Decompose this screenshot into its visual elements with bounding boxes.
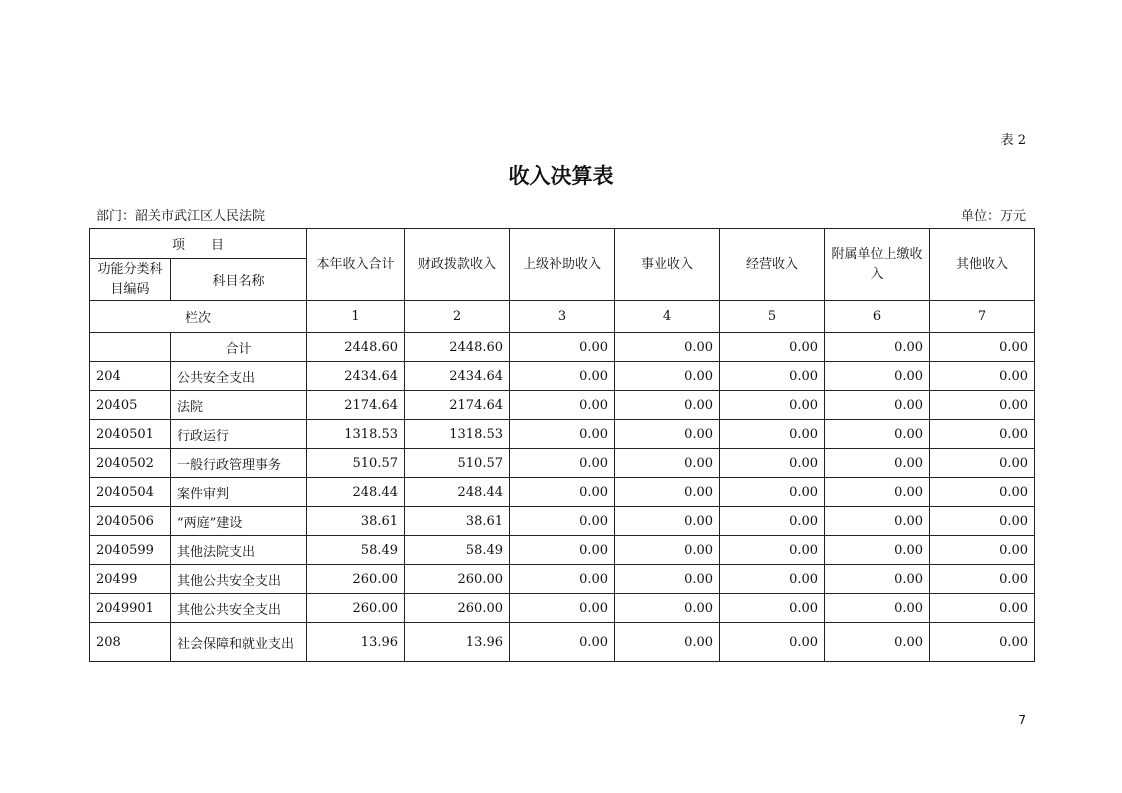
- row-value: 2448.60: [307, 333, 405, 362]
- row-value: 260.00: [307, 594, 405, 623]
- column-number: 4: [615, 301, 720, 333]
- row-label: 栏次: [90, 301, 307, 333]
- table-row: [90, 333, 1035, 362]
- header-subject-name: 科目名称: [171, 259, 307, 301]
- row-value: 2448.60: [405, 333, 510, 362]
- row-value: 0.00: [615, 362, 720, 391]
- row-value: 0.00: [615, 420, 720, 449]
- row-value: 2434.64: [307, 362, 405, 391]
- header-col-6: 附属单位上缴收入: [825, 229, 930, 301]
- unit-label: 单位：万元: [960, 209, 1026, 224]
- row-value: 0.00: [615, 565, 720, 594]
- row-value: 2174.64: [405, 391, 510, 420]
- row-value: 0.00: [615, 391, 720, 420]
- row-value: 0.00: [720, 594, 825, 623]
- table-row: [90, 507, 1035, 536]
- header-col-4: 事业收入: [615, 229, 720, 301]
- row-value: 0.00: [720, 449, 825, 478]
- row-value: 0.00: [930, 507, 1035, 536]
- column-number: 1: [307, 301, 405, 333]
- column-number: 6: [825, 301, 930, 333]
- row-value: 0.00: [720, 391, 825, 420]
- row-value: 510.57: [405, 449, 510, 478]
- row-value: 0.00: [510, 536, 615, 565]
- row-value: 13.96: [405, 623, 510, 662]
- row-value: 0.00: [930, 565, 1035, 594]
- table-row: [90, 623, 1035, 662]
- row-value: 0.00: [930, 362, 1035, 391]
- row-value: 510.57: [307, 449, 405, 478]
- row-code: 2040501: [90, 420, 171, 449]
- row-code: 2040599: [90, 536, 171, 565]
- row-value: 58.49: [307, 536, 405, 565]
- row-value: 0.00: [825, 391, 930, 420]
- row-value: 1318.53: [307, 420, 405, 449]
- row-value: 0.00: [510, 362, 615, 391]
- header-col-5: 经营收入: [720, 229, 825, 301]
- page-number: 7: [1018, 713, 1026, 727]
- row-value: 0.00: [930, 449, 1035, 478]
- row-name: 合计: [171, 333, 307, 362]
- row-name: 行政运行: [171, 420, 307, 449]
- row-value: 260.00: [405, 594, 510, 623]
- row-value: 0.00: [510, 507, 615, 536]
- row-code: 204: [90, 362, 171, 391]
- row-name: 其他公共安全支出: [171, 594, 307, 623]
- header-project: 项 目: [90, 229, 307, 259]
- row-value: 0.00: [825, 594, 930, 623]
- row-value: 0.00: [510, 565, 615, 594]
- row-value: 0.00: [510, 594, 615, 623]
- row-value: 248.44: [405, 478, 510, 507]
- row-value: 0.00: [930, 391, 1035, 420]
- row-value: 2174.64: [307, 391, 405, 420]
- row-value: 0.00: [510, 623, 615, 662]
- row-name: 一般行政管理事务: [171, 449, 307, 478]
- row-value: 0.00: [825, 449, 930, 478]
- row-name: 其他法院支出: [171, 536, 307, 565]
- row-code: 2040506: [90, 507, 171, 536]
- row-value: 38.61: [307, 507, 405, 536]
- row-value: 0.00: [720, 362, 825, 391]
- row-code: 208: [90, 623, 171, 662]
- row-code: 2049901: [90, 594, 171, 623]
- column-number: 3: [510, 301, 615, 333]
- row-value: 0.00: [825, 362, 930, 391]
- row-value: 0.00: [615, 478, 720, 507]
- row-value: 0.00: [720, 420, 825, 449]
- row-value: 0.00: [720, 623, 825, 662]
- row-value: 0.00: [615, 594, 720, 623]
- income-table: [89, 228, 1035, 662]
- row-value: 0.00: [510, 449, 615, 478]
- row-value: 0.00: [825, 536, 930, 565]
- row-value: 0.00: [615, 333, 720, 362]
- row-value: 1318.53: [405, 420, 510, 449]
- row-code: [90, 333, 171, 362]
- row-code: 20405: [90, 391, 171, 420]
- row-code: 2040502: [90, 449, 171, 478]
- header-func-code: 功能分类科目编码: [90, 259, 171, 301]
- row-value: 0.00: [930, 420, 1035, 449]
- row-name: 公共安全支出: [171, 362, 307, 391]
- table-row: [90, 449, 1035, 478]
- row-value: 0.00: [615, 623, 720, 662]
- row-value: 0.00: [825, 420, 930, 449]
- table-row: [90, 391, 1035, 420]
- row-value: 0.00: [930, 333, 1035, 362]
- row-value: 0.00: [510, 333, 615, 362]
- row-value: 0.00: [720, 478, 825, 507]
- row-value: 0.00: [510, 391, 615, 420]
- row-value: 13.96: [307, 623, 405, 662]
- row-value: 0.00: [825, 565, 930, 594]
- row-value: 0.00: [930, 478, 1035, 507]
- row-value: 2434.64: [405, 362, 510, 391]
- row-value: 0.00: [510, 420, 615, 449]
- table-number: 表 2: [1000, 133, 1026, 148]
- row-value: 0.00: [720, 333, 825, 362]
- row-name: 其他公共安全支出: [171, 565, 307, 594]
- row-value: 0.00: [930, 623, 1035, 662]
- row-value: 0.00: [720, 536, 825, 565]
- column-number: 5: [720, 301, 825, 333]
- table-row: [90, 565, 1035, 594]
- header-col-7: 其他收入: [930, 229, 1035, 301]
- row-value: 0.00: [825, 623, 930, 662]
- table-row: [90, 478, 1035, 507]
- department-label: 部门：韶关市武江区人民法院: [96, 209, 266, 224]
- table-row: [90, 420, 1035, 449]
- row-value: 0.00: [510, 478, 615, 507]
- row-value: 260.00: [307, 565, 405, 594]
- row-name: 案件审判: [171, 478, 307, 507]
- row-value: 0.00: [720, 565, 825, 594]
- row-value: 0.00: [825, 507, 930, 536]
- row-name: 社会保障和就业支出: [171, 623, 307, 662]
- row-value: 0.00: [615, 449, 720, 478]
- row-value: 0.00: [615, 507, 720, 536]
- row-value: 0.00: [720, 507, 825, 536]
- row-value: 38.61: [405, 507, 510, 536]
- table-row: [90, 536, 1035, 565]
- header-col-1: 本年收入合计: [307, 229, 405, 301]
- header-col-2: 财政拨款收入: [405, 229, 510, 301]
- column-number: 7: [930, 301, 1035, 333]
- table-row: [90, 594, 1035, 623]
- row-code: 20499: [90, 565, 171, 594]
- column-number: 2: [405, 301, 510, 333]
- row-value: 260.00: [405, 565, 510, 594]
- row-value: 0.00: [825, 333, 930, 362]
- row-code: 2040504: [90, 478, 171, 507]
- table-row: [90, 362, 1035, 391]
- row-value: 0.00: [930, 594, 1035, 623]
- page-title: 收入决算表: [508, 164, 614, 188]
- header-col-3: 上级补助收入: [510, 229, 615, 301]
- row-value: 0.00: [615, 536, 720, 565]
- row-value: 0.00: [930, 536, 1035, 565]
- row-value: 58.49: [405, 536, 510, 565]
- row-name: 法院: [171, 391, 307, 420]
- row-value: 248.44: [307, 478, 405, 507]
- row-name: “两庭”建设: [171, 507, 307, 536]
- row-value: 0.00: [825, 478, 930, 507]
